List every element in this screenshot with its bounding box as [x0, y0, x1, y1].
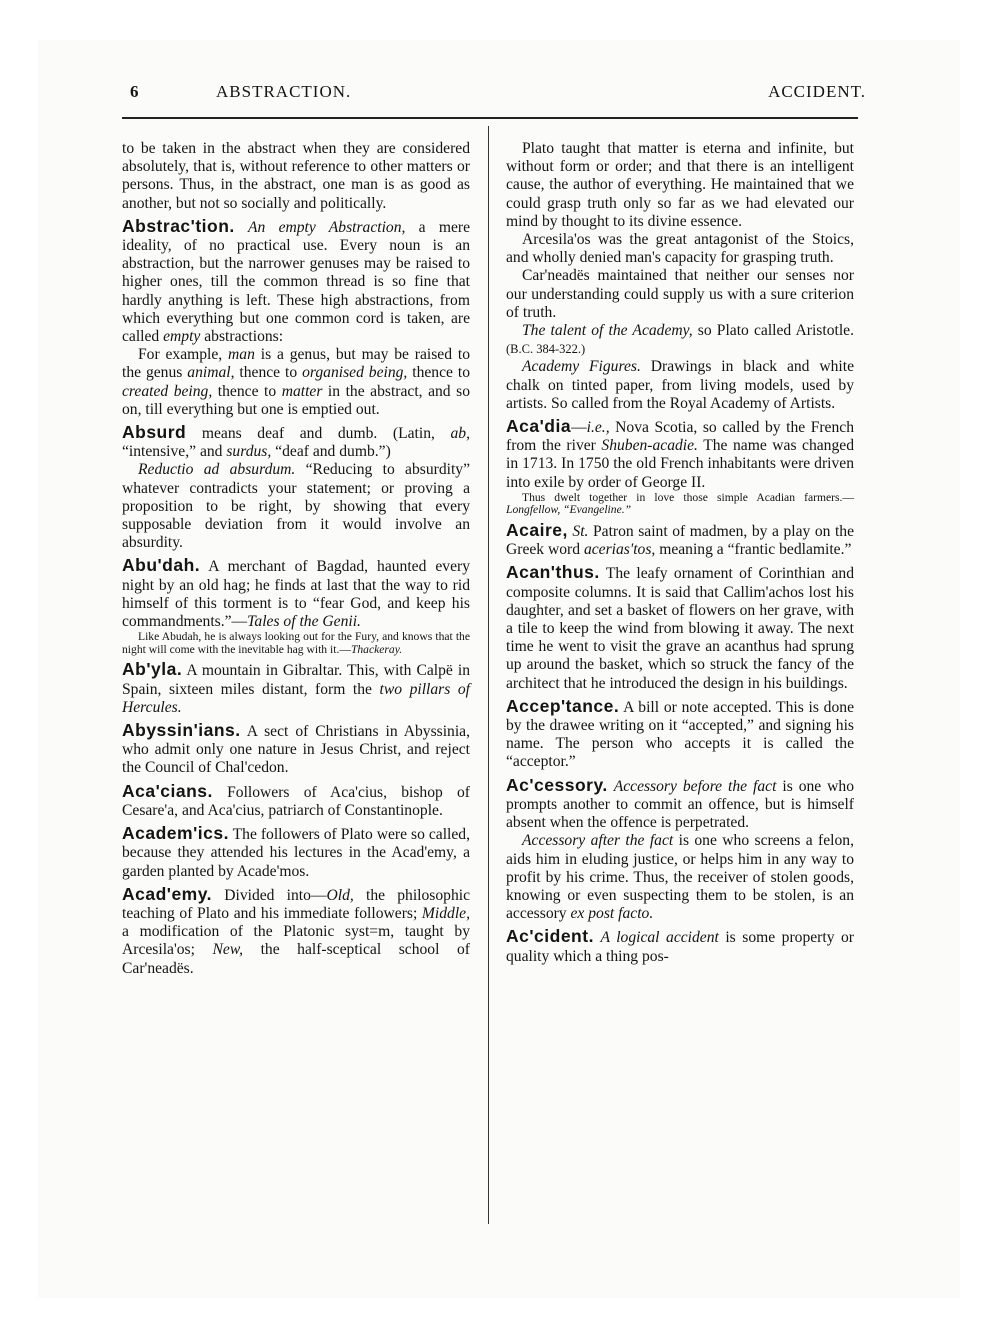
- headword: Aca'cians.: [122, 780, 213, 801]
- entry-text: The name was changed in 1713. In 1750 the old French inhabitants were driven into exile by order of George II.: [506, 437, 854, 491]
- reductio-paragraph: [122, 461, 470, 552]
- entry-italic: surdus,: [226, 443, 272, 461]
- entry-text: “Reducing to absurdity” whatever contradicts your statement; or proving a proposition to be right, by showing that every supposable deviation from it would involve an absurdity.: [122, 461, 470, 552]
- headword: Aca'dia: [506, 416, 572, 437]
- headword: Absurd: [122, 422, 187, 443]
- entry-accident: [506, 927, 854, 965]
- entry-italic: acerias'tos,: [583, 541, 656, 559]
- entry-italic: empty: [163, 328, 201, 346]
- quote-source: Thackeray.: [350, 642, 403, 656]
- entry-text: The leafy ornament of Corinthian and composite columns. It is said that Callim'achos lost his daughter, and set a basket of flowers on her grave, with a tile to keep the wind from blowing it away. The next time he went to visit the grave an acanthus had sprung up around the basket, which so struck the fancy of the architect that he introduced the design in his buildings.: [506, 565, 854, 692]
- headword: Acad'emy.: [122, 883, 213, 904]
- entry-italic: two pillars of Hercules.: [122, 680, 471, 716]
- entry-italic: ex post facto.: [570, 905, 654, 923]
- entry-text: Drawings in black and white chalk on tinted paper, from living models, used by artists. So called from the Royal Academy of Artists.: [506, 358, 855, 412]
- entry-italic: Reductio ad absurdum.: [138, 461, 296, 479]
- running-head-right: ACCIDENT.: [768, 82, 866, 101]
- entry-italic: An empty Abstraction,: [248, 218, 406, 236]
- entry-text: the half-sceptical school of Car'neadës.: [122, 941, 470, 977]
- entry-italic: animal,: [187, 364, 235, 382]
- entry-text: A bill or note accepted. This is done by the drawee writing on it “accepted,” and signing his name. The person who accepts it is called the “acceptor.”: [506, 698, 854, 771]
- entry-italic: man: [228, 346, 255, 364]
- entry-italic: Middle,: [421, 904, 470, 922]
- entry-abyssinians: [122, 721, 470, 778]
- entry-text: in the abstract, and so on, till everything but one is emptied out.: [122, 382, 471, 418]
- entry-italic: Accessory after the fact: [522, 832, 674, 850]
- entry-acanthus: [506, 563, 854, 692]
- entry-italic: A logical accident: [600, 929, 719, 947]
- entry-text: abstractions:: [200, 328, 284, 346]
- entry-text: “intensive,” and: [122, 443, 227, 461]
- entry-text: thence to: [234, 364, 303, 382]
- entry-italic: organised being,: [302, 364, 408, 382]
- entry-academy: [122, 885, 470, 978]
- arcesilaos-paragraph: Arcesila'os was the great antagonist of the Stoics, and wholly denied man's capacity for grasping truth.: [506, 231, 854, 267]
- headword: Academ'ics.: [122, 823, 229, 844]
- entry-text: thence to: [407, 364, 470, 382]
- entry-text: the philosophic teaching of Plato and his immediate followers;: [122, 886, 470, 922]
- entry-text: thence to: [212, 382, 282, 400]
- entry-text: A mountain in Gibraltar. This, with Calpë in Spain, sixteen miles distant, form the: [122, 662, 470, 698]
- quotation: [122, 631, 470, 656]
- column-divider: [488, 126, 489, 1224]
- entry-italic: Shuben-acadie.: [601, 437, 698, 455]
- entry-text: “deaf and dumb.”): [271, 443, 391, 461]
- quote-text: Thus dwelt together in love those simple Acadian farmers.—: [522, 490, 854, 504]
- entry-acacians: [122, 782, 470, 820]
- entry-text: is one who prompts another to commit an offence, but is himself absent when the offence is perpetrated.: [506, 777, 854, 832]
- abstraction-example: [122, 346, 470, 419]
- entry-text: so Plato called Aristotle.: [692, 322, 854, 340]
- plato-paragraph: Plato taught that matter is eterna and infinite, but without form or order; and that there is an intelligent cause, the author of everything. He maintained that we could grasp truth only so far as we had elevated our mind by thought to its divine essence.: [506, 140, 854, 230]
- headword: Acan'thus.: [506, 562, 600, 583]
- accessory-after-paragraph: [506, 832, 854, 923]
- page-header: [130, 82, 866, 112]
- dates: (B.C. 384-322.): [506, 342, 586, 357]
- entry-italic: Accessory before the fact: [613, 777, 777, 795]
- quotation: [506, 492, 854, 517]
- entry-italic: matter: [281, 382, 323, 400]
- entry-abstraction: [122, 217, 470, 346]
- page-number: 6: [130, 82, 140, 101]
- headword: Abyssin'ians.: [122, 720, 241, 741]
- quote-text: Like Abudah, he is always looking out for the Fury, and knows that the night will come with the inevitable hag with it.—: [122, 630, 470, 656]
- entry-text: is some property or quality which a thing pos-: [506, 929, 854, 965]
- headword: Ac'cident.: [506, 926, 594, 947]
- entry-accessory: [506, 776, 854, 833]
- entry-italic: Old,: [326, 886, 354, 904]
- quote-source: Longfellow, “Evangeline.”: [506, 503, 632, 517]
- entry-italic: created being,: [122, 382, 213, 400]
- entry-text: A sect of Christians in Abyssinia, who admit only one nature in Jesus Christ, and reject the Council of Chal'cedon.: [122, 723, 470, 777]
- entry-text: —: [571, 419, 587, 437]
- header-rule: [122, 117, 858, 119]
- carneades-paragraph: Car'neadës maintained that neither our senses nor our understanding could supply us with a sure criterion of truth.: [506, 267, 854, 321]
- headword: Acaire,: [506, 520, 568, 541]
- entry-academics: [122, 824, 470, 881]
- entry-abyla: [122, 660, 470, 717]
- entry-text: is a genus, but may be raised to the genus: [122, 346, 470, 382]
- entry-italic: St.: [572, 523, 589, 541]
- entry-text: Nova Scotia, so called by the French from the river: [506, 419, 854, 455]
- entry-text: meaning a “frantic bedlamite.”: [655, 541, 852, 559]
- entry-italic: i.e.,: [586, 419, 610, 437]
- entry-text: For example,: [138, 346, 229, 364]
- figures-paragraph: [506, 358, 854, 413]
- entry-abudah: [122, 556, 470, 631]
- entry-text: is one who screens a felon, aids him in eluding justice, or helps him in any way to profit by his crime. Thus, the receiver of stolen goods, knowing or even suspecting them to be stolen, is an accessory: [506, 832, 855, 923]
- headword: Ab'yla.: [122, 659, 183, 680]
- entry-italic: ab,: [450, 425, 470, 443]
- left-column: [122, 140, 470, 978]
- entry-acceptance: [506, 697, 854, 772]
- right-column: [506, 140, 854, 966]
- running-head-left: ABSTRACTION.: [216, 82, 352, 101]
- entry-acadia: [506, 417, 854, 492]
- entry-absurd: [122, 423, 470, 461]
- entry-text: A merchant of Bagdad, haunted every night by an old hag; he finds at last that the way to rid himself of this torment is to “fear God, and keep his commandments.”—: [122, 558, 470, 631]
- entry-text: Divided into—: [212, 886, 327, 904]
- entry-italic: Academy Figures.: [522, 358, 641, 376]
- entry-text: Patron saint of madmen, by a play on the Greek word: [506, 523, 855, 559]
- headword: Accep'tance.: [506, 695, 620, 716]
- entry-italic: Tales of the Genii.: [247, 613, 361, 631]
- entry-text: means deaf and dumb. (Latin,: [186, 425, 451, 443]
- entry-italic: The talent of the Academy,: [522, 322, 693, 340]
- headword: Abu'dah.: [122, 555, 201, 576]
- entry-text: a modification of the Platonic syst=m, taught by Arcesila'os;: [122, 923, 470, 959]
- headword: Abstrac'tion.: [122, 215, 235, 236]
- entry-text: Followers of Aca'cius, bishop of Cesare'a, and Aca'cius, patriarch of Constantinople.: [122, 783, 470, 819]
- entry-acaire: [506, 521, 854, 559]
- entry-text: a mere ideality, of no practical use. Every noun is an abstraction, but the narrower genuses may be raised to higher ones, till the common thread is so fine that hardly anything is left. These high abstractions, from which everything but one common cord is taken, are called: [122, 218, 470, 346]
- intro-paragraph: to be taken in the abstract when they are considered absolutely, that is, without reference to other matters or persons. Thus, in the abstract, one man is as good as another, but not so socially and politically.: [122, 140, 470, 212]
- talent-paragraph: [506, 322, 854, 358]
- entry-text: The followers of Plato were so called, because they attended his lectures in the Acad'emy, a garden planted by Acade'mos.: [122, 826, 470, 880]
- entry-italic: New,: [212, 941, 243, 959]
- headword: Ac'cessory.: [506, 774, 608, 795]
